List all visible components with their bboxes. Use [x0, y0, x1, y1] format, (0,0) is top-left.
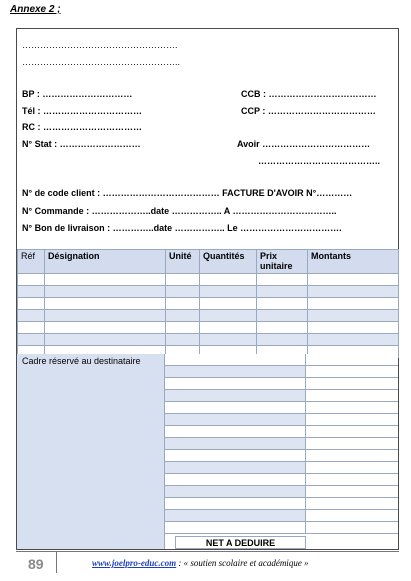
- recipient-box-label: Cadre réservé au destinataire: [22, 356, 141, 366]
- col-unite: Unité: [166, 250, 200, 274]
- rc-field: RC : ……………………………: [22, 122, 142, 132]
- col-prix: Prix unitaire: [257, 250, 308, 274]
- footer-divider: [16, 551, 399, 552]
- avoir-dots: …………………………………..: [258, 156, 381, 166]
- footer-separator: [56, 551, 57, 573]
- table-row: [18, 274, 399, 286]
- header-line-1: …………………………………………….: [22, 40, 178, 50]
- footer-tagline: : « soutien scolaire et académique »: [176, 558, 309, 568]
- table-row: [18, 298, 399, 310]
- tel-field: Tél : ……………………………: [22, 106, 143, 116]
- header-line-2: ……………………………………………..: [22, 57, 181, 67]
- page-number: 89: [28, 556, 44, 572]
- livraison-field: N° Bon de livraison : …………..date …………….. Le …………………………….: [22, 223, 342, 233]
- table-row: [18, 286, 399, 298]
- avoir-field: Avoir ………………………………: [237, 139, 371, 149]
- footer-link[interactable]: www.joelpro-educ.com: [92, 558, 177, 568]
- footer-text: [92, 558, 309, 568]
- net-a-deduire: NET A DEDUIRE: [175, 536, 306, 549]
- col-ref: Réf: [18, 250, 45, 274]
- table-row: [18, 322, 399, 334]
- col-montants: Montants: [308, 250, 399, 274]
- recipient-box: [17, 354, 165, 549]
- totals-lines: [165, 354, 398, 534]
- col-quantites: Quantités: [200, 250, 257, 274]
- ccb-field: CCB : ………………………………: [241, 89, 377, 99]
- ccp-field: CCP : ………………………………: [241, 106, 376, 116]
- commande-field: N° Commande : ………………..date …………….. A ……………………………..: [22, 206, 337, 216]
- col-designation: Désignation: [45, 250, 166, 274]
- annexe-title: Annexe 2 ;: [10, 4, 61, 15]
- code-client-field: N° de code client : ………………………………… FACTURE D'AVOIR N°…………: [22, 188, 353, 198]
- items-table: [17, 249, 399, 358]
- nstat-field: N° Stat : ………………………: [22, 139, 141, 149]
- table-row: [18, 310, 399, 322]
- table-row: [18, 334, 399, 346]
- bp-field: BP : …………………………: [22, 89, 133, 99]
